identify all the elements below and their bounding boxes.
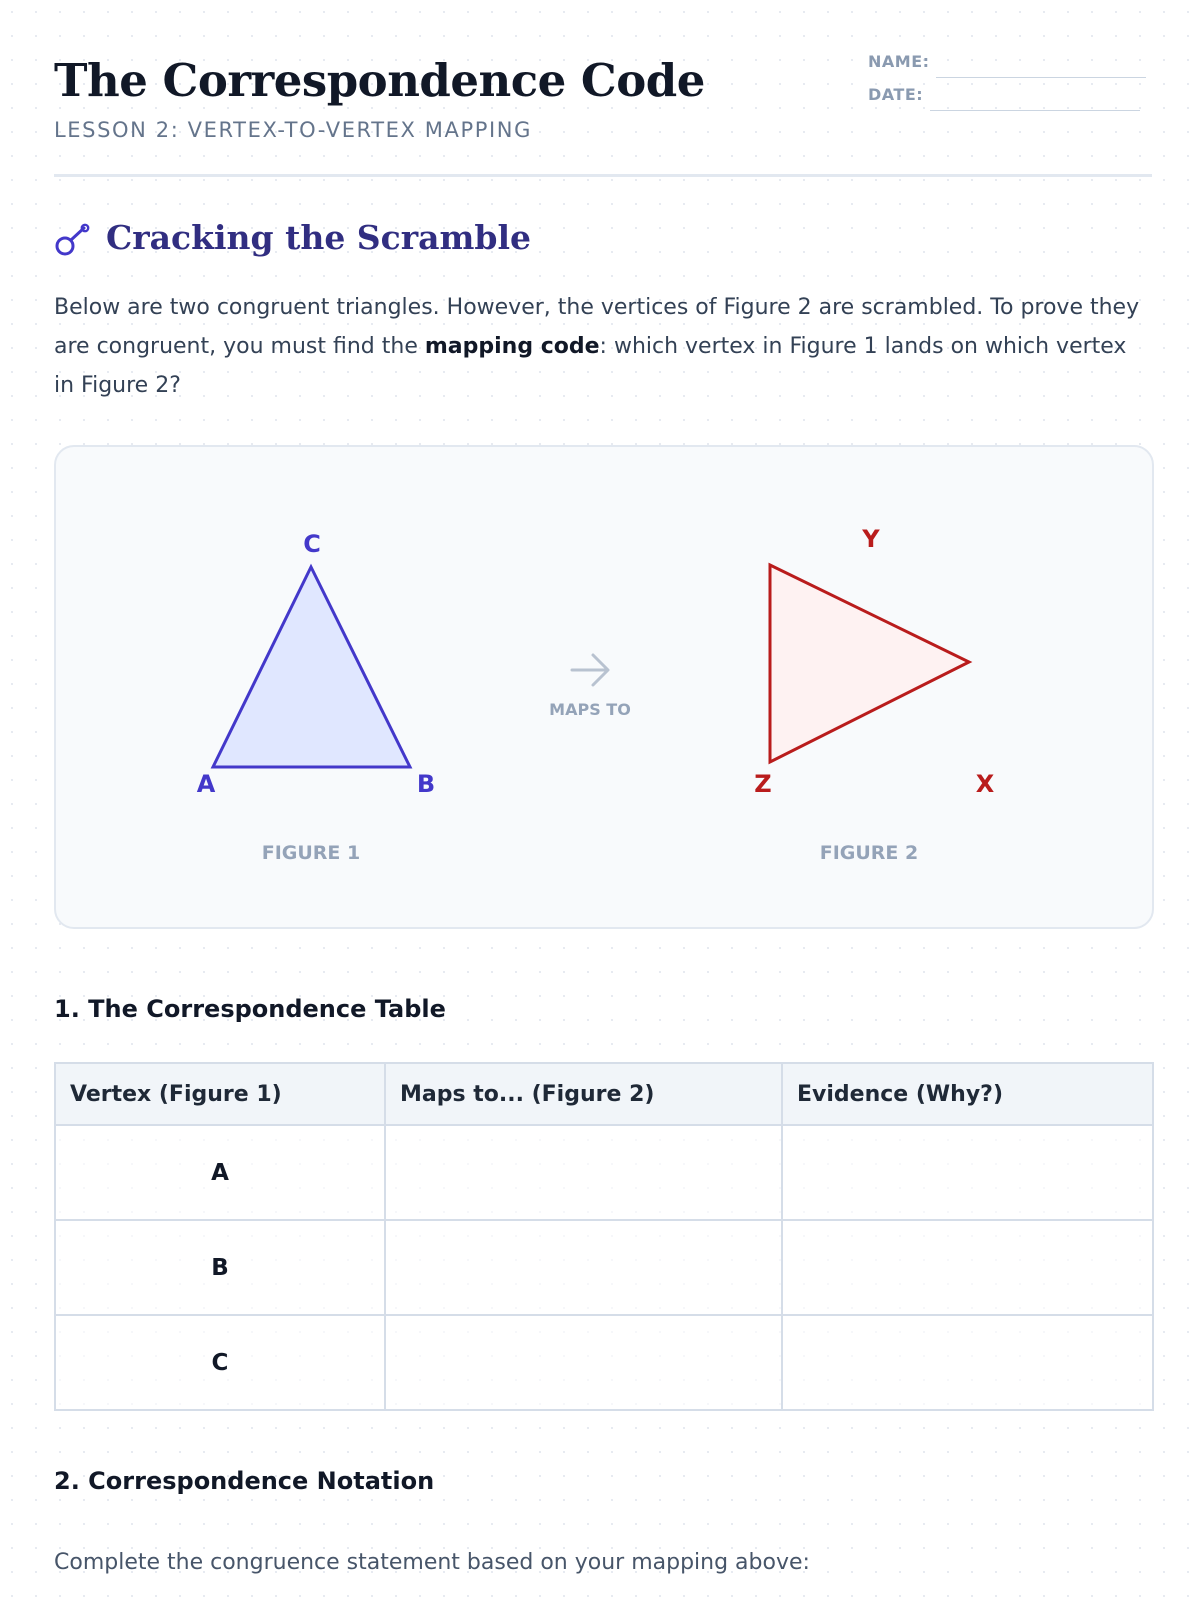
vertex-label-x: X bbox=[975, 770, 995, 798]
column-header-maps-to: Maps to... (Figure 2) bbox=[385, 1063, 782, 1125]
name-field bbox=[868, 52, 1168, 78]
column-header-vertex: Vertex (Figure 1) bbox=[55, 1063, 385, 1125]
triangles-diagram bbox=[56, 447, 1152, 927]
figure-1 bbox=[197, 530, 435, 864]
intro-bold-term: mapping code bbox=[424, 334, 600, 359]
table-row bbox=[55, 1125, 1153, 1220]
name-input-line[interactable] bbox=[936, 77, 1146, 78]
maps-to-answer-cell[interactable] bbox=[385, 1315, 782, 1410]
triangle-abc bbox=[213, 567, 410, 767]
evidence-answer-cell[interactable] bbox=[782, 1220, 1153, 1315]
maps-to-answer-cell[interactable] bbox=[385, 1220, 782, 1315]
figure-2-caption: FIGURE 2 bbox=[819, 842, 919, 864]
table-section-heading: 1. The Correspondence Table bbox=[54, 995, 446, 1023]
evidence-answer-cell[interactable] bbox=[782, 1125, 1153, 1220]
key-icon bbox=[54, 221, 92, 259]
lesson-subtitle: LESSON 2: VERTEX-TO-VERTEX MAPPING bbox=[54, 118, 532, 142]
section-title: Cracking the Scramble bbox=[106, 218, 532, 257]
table-header-row bbox=[55, 1063, 1153, 1125]
figure-card bbox=[54, 445, 1154, 929]
date-label: DATE: bbox=[868, 85, 924, 104]
intro-text-start: Below are two congruent triangles. However, the vertices of Figure 2 are scrambled. To prove they are congruent, you must find the bbox=[54, 295, 1140, 359]
vertex-cell: B bbox=[55, 1220, 385, 1315]
date-field bbox=[868, 85, 1168, 111]
vertex-label-a: A bbox=[196, 770, 216, 798]
arrow-right-icon bbox=[572, 655, 608, 685]
evidence-answer-cell[interactable] bbox=[782, 1315, 1153, 1410]
vertex-label-y: Y bbox=[862, 525, 880, 553]
vertex-label-b: B bbox=[416, 770, 436, 798]
date-input-line[interactable] bbox=[930, 110, 1140, 111]
vertex-cell: A bbox=[55, 1125, 385, 1220]
worksheet-page bbox=[54, 0, 1152, 1600]
table-row bbox=[55, 1315, 1153, 1410]
maps-to-answer-cell[interactable] bbox=[385, 1125, 782, 1220]
vertex-cell: C bbox=[55, 1315, 385, 1410]
vertex-label-z: Z bbox=[754, 770, 772, 798]
notation-instruction: Complete the congruence statement based on your mapping above: bbox=[54, 1550, 810, 1575]
name-label: NAME: bbox=[868, 52, 930, 71]
correspondence-table bbox=[54, 1062, 1154, 1411]
intro-text-end: : which vertex in Figure 1 lands on which vertex in Figure 2? bbox=[54, 334, 1127, 398]
page-title: The Correspondence Code bbox=[54, 54, 705, 107]
header-divider bbox=[54, 174, 1152, 177]
triangle-xyz bbox=[770, 565, 969, 762]
maps-to-connector bbox=[549, 655, 631, 719]
table-row bbox=[55, 1220, 1153, 1315]
notation-section-heading: 2. Correspondence Notation bbox=[54, 1467, 435, 1495]
vertex-label-c: C bbox=[303, 530, 321, 558]
maps-to-label: MAPS TO bbox=[549, 700, 631, 719]
column-header-evidence: Evidence (Why?) bbox=[782, 1063, 1153, 1125]
figure-2 bbox=[754, 525, 994, 864]
figure-1-caption: FIGURE 1 bbox=[261, 842, 361, 864]
intro-paragraph bbox=[54, 288, 1152, 405]
